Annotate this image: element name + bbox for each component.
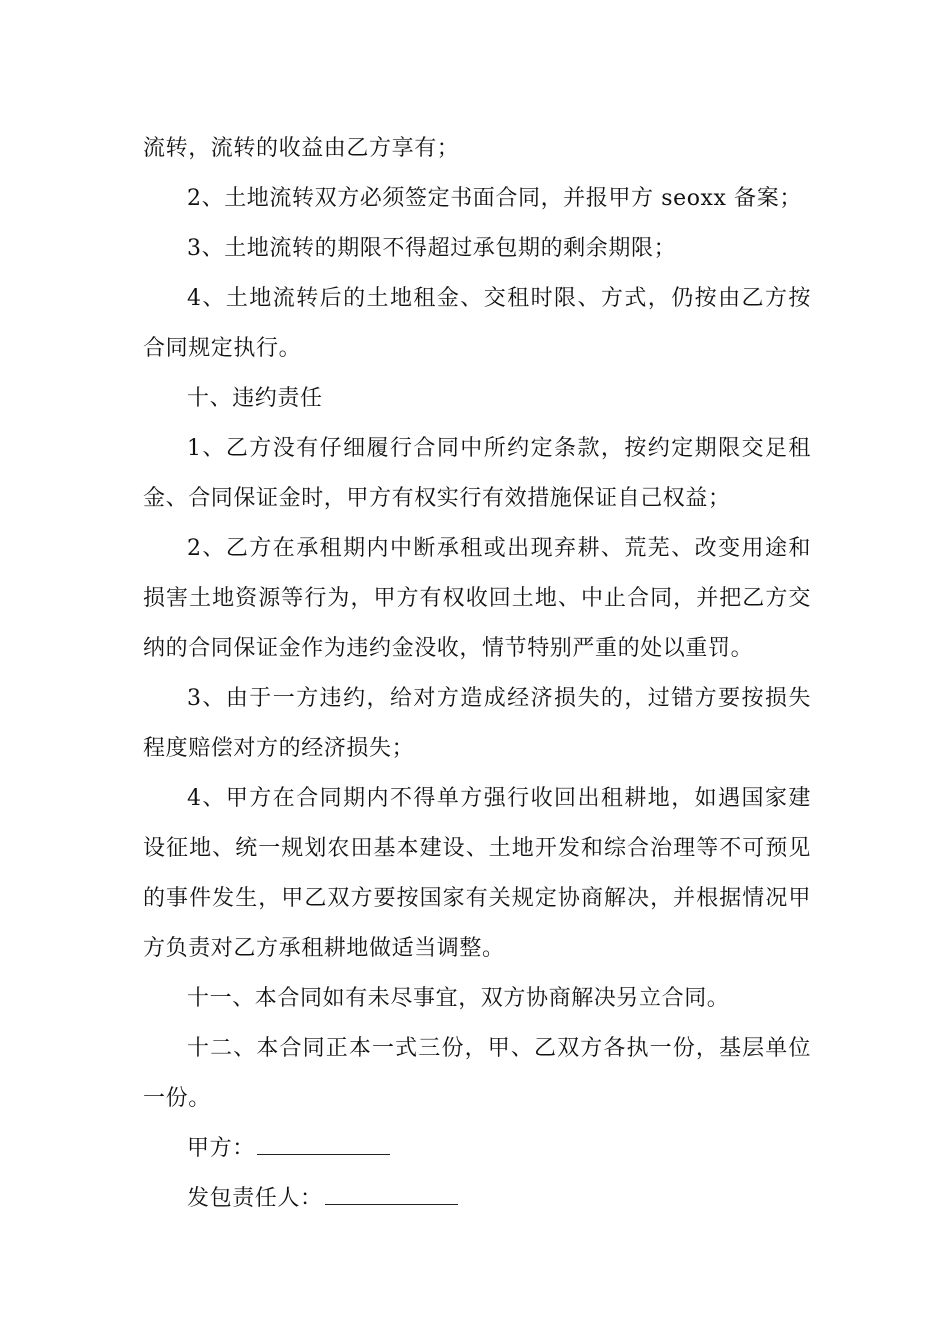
paragraph-clause-9-2: 2、土地流转双方必须签定书面合同，并报甲方 seoxx 备案； [187, 186, 802, 211]
signature-contractor-label: 发包责任人： [187, 1186, 323, 1211]
signature-party-a-label: 甲方： [187, 1136, 255, 1161]
paragraph-clause-10-4: 4、甲方在合同期内不得单方强行收回出租耕地，如遇国家建设征地、统一规划农田基本建设、土地开发和综合治理等不可预见的事件发生，甲乙双方要按国家有关规定协商解决，并根据情况甲方负责对乙方承租耕地做适当调整。 [143, 786, 811, 961]
paragraph-clause-11: 十一、本合同如有未尽事宜，双方协商解决另立合同。 [187, 986, 730, 1011]
paragraph-clause-9-3: 3、土地流转的期限不得超过承包期的剩余期限； [187, 236, 677, 261]
signature-contractor [143, 1174, 811, 1224]
paragraph-clause-10-1: 1、乙方没有仔细履行合同中所约定条款，按约定期限交足租金、合同保证金时，甲方有权实行有效措施保证自己权益； [143, 436, 811, 511]
signature-party-a [143, 1124, 811, 1174]
paragraph-clause-10-3: 3、由于一方违约，给对方造成经济损失的，过错方要按损失程度赔偿对方的经济损失； [143, 686, 811, 761]
signature-party-a-blank[interactable] [257, 1136, 390, 1155]
paragraph-clause-12: 十二、本合同正本一式三份，甲、乙双方各执一份，基层单位一份。 [143, 1036, 811, 1111]
contract-body [143, 124, 811, 1224]
paragraph-continuation: 流转，流转的收益由乙方享有； [143, 136, 460, 161]
paragraph-clause-9-4: 4、土地流转后的土地租金、交租时限、方式，仍按由乙方按合同规定执行。 [143, 286, 811, 361]
paragraph-clause-10-2: 2、乙方在承租期内中断承租或出现弃耕、荒芜、改变用途和损害土地资源等行为，甲方有权收回土地、中止合同，并把乙方交纳的合同保证金作为违约金没收，情节特别严重的处以重罚。 [143, 536, 811, 661]
section-heading-breach: 十、违约责任 [187, 386, 323, 411]
signature-contractor-blank[interactable] [325, 1186, 458, 1205]
